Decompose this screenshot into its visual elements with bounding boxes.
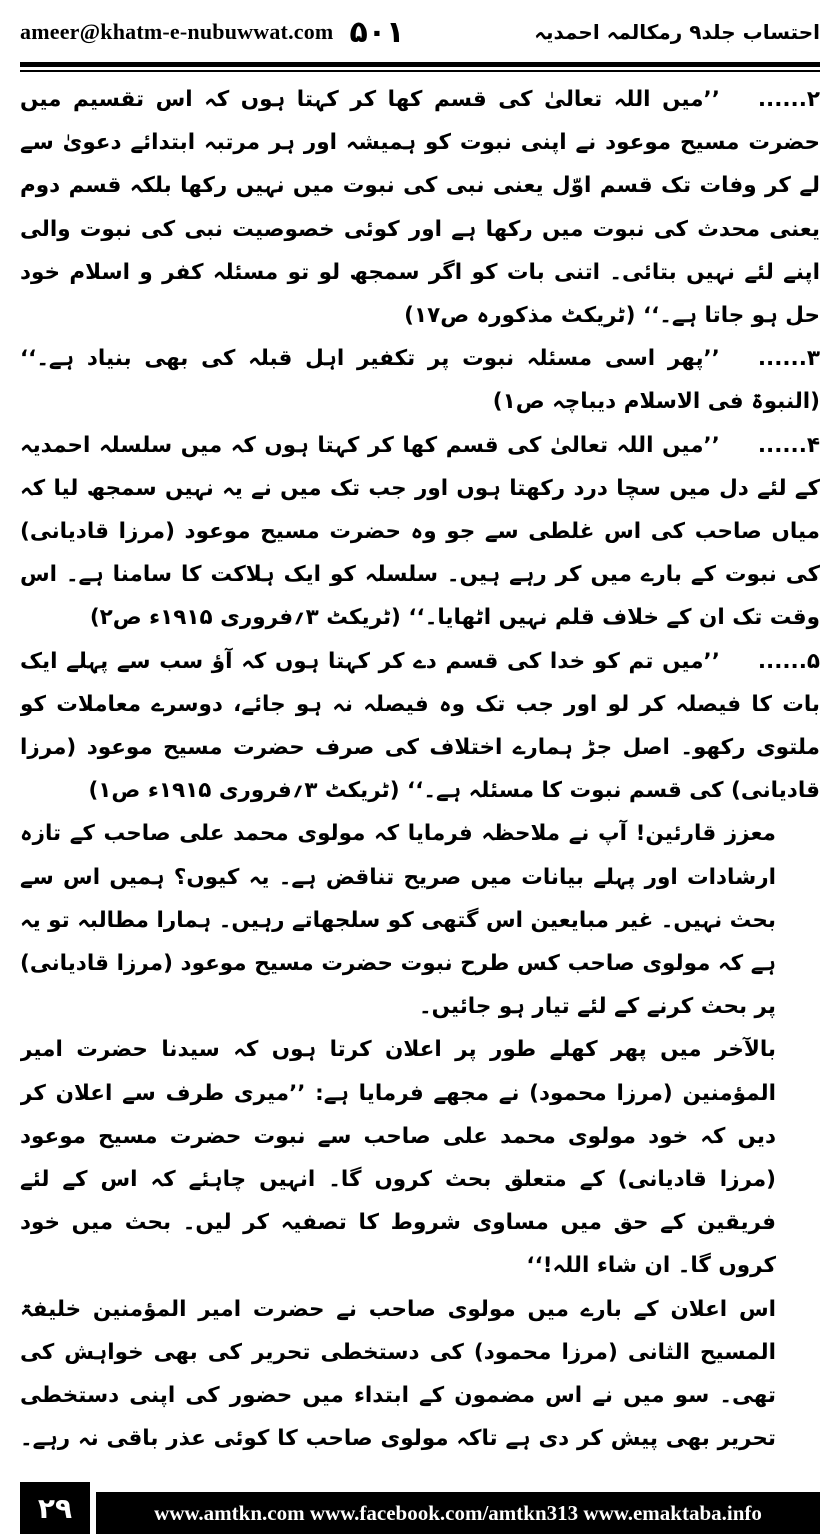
quote-text: ’’میں اللہ تعالیٰ کی قسم کھا کر کہتا ہوں کہ اس تقسیم میں حضرت مسیح موعود نے اپنی نبوت کو ہمیشہ اور ہر مرتبہ ابتدائے دعویٰ سے لے کر وفات تک قسم اوّل یعنی نبی کی نبوت میں نہیں رکھا بلکہ قسم دوم یعنی محدث کی نبوت میں رکھا ہے اور کوئی خصوصیت نبی کی نبوت والی اپنے لئے نہیں بتائی۔ اتنی بات کو اگر سمجھ لو تو مسئلہ کفر و اسلام خود حل ہو جاتا ہے۔‘‘ <box>20 87 820 329</box>
item-number: ۵...... <box>757 648 820 674</box>
reference: (ٹریکٹ مذکورہ ص۱۷) <box>404 303 636 329</box>
paragraph-signed-request: اس اعلان کے بارے میں مولوی صاحب نے حضرت امیر المؤمنین خلیفۃ المسیح الثانی (مرزا محمود) کی دستخطی تحریر کی بھی خواہش کی تھی۔ سو میں نے اس مضمون کے ابتداء میں حضور کی اپنی دستخطی تحریر بھی پیش کر دی ہے تاکہ مولوی صاحب کا کوئی عذر باقی نہ رہے۔ <box>20 1296 776 1452</box>
footer-links: www.amtkn.com www.facebook.com/amtkn313 www.emaktaba.info <box>96 1492 820 1534</box>
quote-item-4 <box>20 424 820 640</box>
quote-item-5 <box>20 640 820 813</box>
header-email: ameer@khatm-e-nubuwwat.com <box>20 19 334 44</box>
quote-text: ’’میں تم کو خدا کی قسم دے کر کہتا ہوں کہ آؤ سب سے پہلے ایک بات کا فیصلہ کر لو اور جب تک وہ فیصلہ نہ ہو جائے، دوسرے معاملات کو ملتوی رکھو۔ اصل جڑ ہمارے اختلاف کی صرف حضرت مسیح موعود (مرزا قادیانی) کی قسم نبوت کا مسئلہ ہے۔‘‘ <box>20 648 820 804</box>
quote-text: ’’میں اللہ تعالیٰ کی قسم کھا کر کہتا ہوں کہ میں سلسلہ احمدیہ کے لئے دل میں سچا درد رکھتا ہوں اور جب تک میں نے یہ نہیں سمجھ لیا کہ میاں صاحب کی اس غلطی سے جو وہ حضرت مسیح موعود (مرزا قادیانی) کی نبوت کے بارے میں کر رہے ہیں۔ سلسلہ کو ایک ہلاکت کا سامنا ہے۔ اس وقت تک ان کے خلاف قلم نہیں اٹھایا۔‘‘ <box>20 432 820 631</box>
header-rule-thick <box>20 62 820 67</box>
item-number: ۳...... <box>757 346 820 372</box>
page-body <box>20 78 820 1460</box>
paragraph-announcement: بالآخر میں پھر کھلے طور پر اعلان کرتا ہوں کہ سیدنا حضرت امیر المؤمنین (مرزا محمود) نے مجھے فرمایا ہے: ’’میری طرف سے اعلان کر دیں کہ خود مولوی محمد علی صاحب سے نبوت حضرت مسیح موعود (مرزا قادیانی) کے متعلق بحث کروں گا۔ انہیں چاہئے کہ اس کے لئے فریقین کے حق میں مساوی شروط کا تصفیہ کر لیں۔ بحث میں خود کروں گا۔ ان شاء اللہ!‘‘ <box>20 1037 776 1279</box>
item-number: ۲...... <box>757 87 820 112</box>
quote-item-3 <box>20 337 820 423</box>
page-header <box>20 8 820 56</box>
header-rule-thin <box>20 70 820 72</box>
header-book-title: احتساب جلد۹ رمکالمہ احمدیہ <box>534 20 820 44</box>
reference: (ٹریکٹ ۳؍فروری ۱۹۱۵ء ص۱) <box>88 778 400 804</box>
quote-text: ’’پھر اسی مسئلہ نبوت پر تکفیر اہل قبلہ کی بھی بنیاد ہے۔‘‘ <box>20 346 720 372</box>
item-number: ۴...... <box>757 432 820 458</box>
reference: (ٹریکٹ ۳؍فروری ۱۹۱۵ء ص۲) <box>89 605 401 631</box>
page-footer <box>20 1478 820 1534</box>
paragraph-readers: معزز قارئین! آپ نے ملاحظہ فرمایا کہ مولوی محمد علی صاحب کے تازہ ارشادات اور پہلے بیانات میں صریح تناقض ہے۔ یہ کیوں؟ ہمیں اس سے بحث نہیں۔ غیر مبایعین اس گتھی کو سلجھاتے رہیں۔ ہمارا مطالبہ تو یہ ہے کہ مولوی صاحب کس طرح نبوت حضرت مسیح موعود (مرزا قادیانی) پر بحث کرنے کے لئے تیار ہو جائیں۔ <box>20 821 776 1020</box>
reference: (النبوۃ فی الاسلام دیباچہ ص۱) <box>492 389 820 415</box>
quote-item-2 <box>20 78 820 337</box>
header-page-number: ۵۰۱ <box>349 14 405 50</box>
footer-page-number: ۲۹ <box>20 1482 90 1534</box>
header-left <box>20 15 404 50</box>
